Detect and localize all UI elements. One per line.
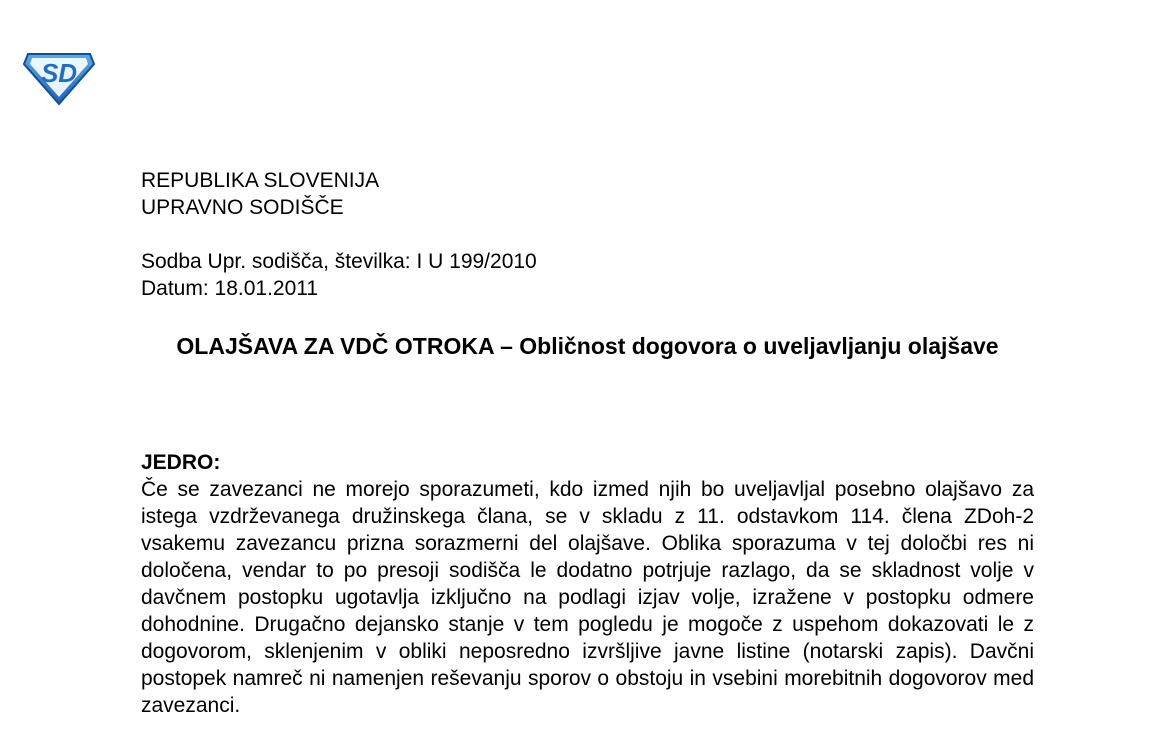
- court-header: [141, 167, 379, 221]
- sd-logo-icon: [22, 50, 96, 106]
- document-title: OLAJŠAVA ZA VDČ OTROKA – Obličnost dogovora o uveljavljanju olajšave: [176, 333, 999, 359]
- case-date: Datum: 18.01.2011: [141, 277, 319, 300]
- case-meta: [141, 248, 537, 302]
- section-heading: JEDRO:: [141, 451, 221, 474]
- svg-text:SD: SD: [40, 58, 78, 88]
- header-court: UPRAVNO SODIŠČE: [141, 196, 344, 219]
- case-number: Sodba Upr. sodišča, številka: I U 199/2010: [141, 250, 537, 273]
- section-body: Če se zavezanci ne morejo sporazumeti, kdo izmed njih bo uveljavljal posebno olajšavo za istega vzdrževanega družinskega člana, se v skladu z 11. odstavkom 114. člena ZDoh-2 vsakemu zavezancu prizna sorazmerni del olajšave. Oblika sporazuma v tej določbi res ni določena, vendar to po presoji sodišča le dodatno potrjuje razlago, da se skladnost volje v davčnem postopku ugotavlja izključno na podlagi izjav volje, izražene v postopku odmere dohodnine. Drugačno dejansko stanje v tem pogledu je mogoče z uspehom dokazovati le z dogovorom, sklenjenim v obliki neposredno izvršljive javne listine (notarski zapis). Davčni postopek namreč ni namenjen reševanju sporov o obstoju in vsebini morebitnih dogovorov med zavezanci.: [141, 478, 1034, 717]
- header-country: REPUBLIKA SLOVENIJA: [141, 169, 380, 192]
